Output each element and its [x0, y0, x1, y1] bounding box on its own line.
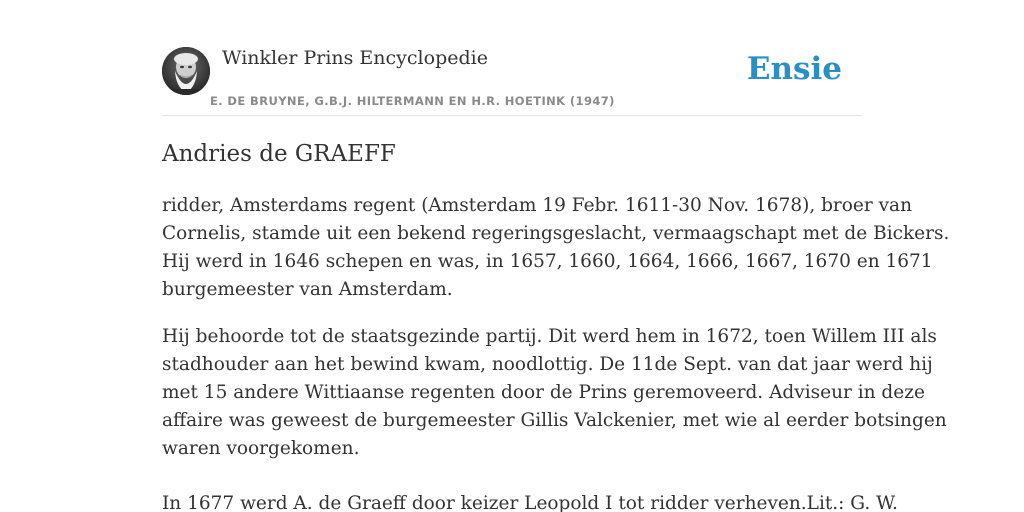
- paragraph-line: affaire was geweest de burgemeester Gillis Valckenier, met wie al eerder botsingen: [162, 410, 947, 431]
- paragraph-line: waren voorgekomen.: [162, 438, 360, 459]
- page: [162, 0, 950, 512]
- avatar-image: [162, 47, 210, 95]
- article-paragraph: [162, 490, 898, 512]
- ensie-logo-link[interactable]: Ensie: [746, 51, 842, 87]
- article-paragraph: [162, 323, 947, 463]
- paragraph-line: stadhouder aan het bewind kwam, noodlottig. De 11de Sept. van dat jaar werd hij: [162, 354, 933, 375]
- paragraph-line: In 1677 werd A. de Graeff door keizer Leopold I tot ridder verheven.Lit.: G. W.: [162, 493, 898, 512]
- paragraph-line: met 15 andere Wittiaanse regenten door de Prins geremoveerd. Adviseur in deze: [162, 382, 925, 403]
- authors-credit: E. DE BRUYNE, G.B.J. HILTERMANN EN H.R. HOETINK (1947): [210, 94, 615, 108]
- article-paragraph: [162, 192, 950, 304]
- paragraph-line: ridder, Amsterdams regent (Amsterdam 19 Febr. 1611-30 Nov. 1678), broer van: [162, 195, 912, 216]
- article-title: Andries de GRAEFF: [162, 141, 396, 167]
- site-title[interactable]: Winkler Prins Encyclopedie: [222, 47, 488, 69]
- paragraph-line: burgemeester van Amsterdam.: [162, 279, 453, 300]
- bearded-man-portrait-icon[interactable]: [162, 47, 210, 95]
- paragraph-line: Hij werd in 1646 schepen en was, in 1657, 1660, 1664, 1666, 1667, 1670 en 1671: [162, 251, 933, 272]
- paragraph-line: Hij behoorde tot de staatsgezinde partij. Dit werd hem in 1672, toen Willem III als: [162, 326, 937, 347]
- paragraph-line: Cornelis, stamde uit een bekend regeringsgeslacht, vermaagschapt met de Bickers.: [162, 223, 950, 244]
- site-header: [162, 0, 862, 116]
